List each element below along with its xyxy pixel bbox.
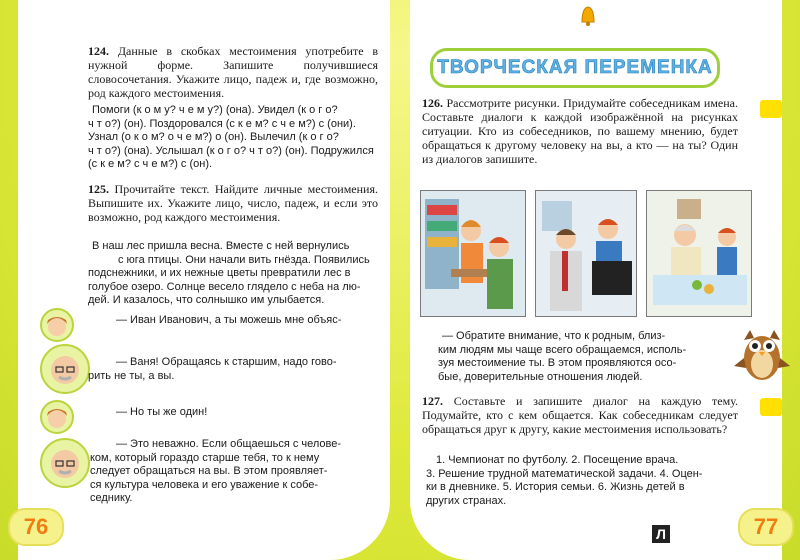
passage-line: дей. И казалось, что солнышко им улыбается.	[88, 294, 325, 307]
teacher-face-icon-2	[42, 440, 88, 486]
dialogue-2	[88, 356, 386, 383]
dialogue-line: — Это неважно. Если общаешься с челове-	[116, 438, 342, 450]
dialogue-line: рить не ты, а вы.	[88, 369, 175, 382]
topics-line: 3. Решение трудной математической задачи. 4. Оцен-	[426, 467, 703, 480]
illustration-1	[420, 190, 526, 317]
exercise-line: (с к е м? с ч е м?) с (он).	[88, 158, 213, 171]
task-126-text: Рассмотрите рисунки. Придумайте собеседникам имена. Составьте диалоги к каждой изображённой на рисунках ситуации. Кто из собеседников, по вашему мнению, будет обращаться к другому человеку на вы, а кто — на ты? Один из диалогов запишите.	[422, 96, 738, 166]
dialogue-line: ком, который гораздо старше тебя, то к нему	[90, 451, 320, 464]
dialogue-line: — Но ты же один!	[116, 406, 208, 418]
boy-face-icon-2	[42, 402, 72, 432]
dialogue-line: следует обращаться на вы. В этом проявляет-	[90, 465, 328, 478]
task-127-number: 127.	[422, 394, 443, 408]
note-line: — Обратите внимание, что к родным, близ-	[442, 330, 666, 342]
illustration-2	[535, 190, 637, 317]
exercise-line: Узнал (о к о м? о ч е м?) о (он). Вылечил (к о г о?	[88, 131, 339, 144]
task-124-number: 124.	[88, 44, 109, 58]
dialogue-3	[116, 406, 386, 420]
teacher-face-icon	[42, 346, 88, 392]
task-127-text: Составьте и запишите диалог на каждую тему. Подумайте, кто с кем общается. Как собеседникам следует обращаться друг к другу, какие местоимения использовать?	[422, 394, 739, 436]
illustration-3	[646, 190, 752, 317]
task-124-text: Данные в скобках местоимения употребите в нужной форме. Запишите получившиеся словосочетания. Укажите лицо, падеж и, где возможно, род каждого местоимения.	[88, 44, 378, 100]
dialogue-line: ся культура человека и его уважение к собе-	[90, 478, 319, 491]
bell-icon	[562, 0, 614, 30]
task-125-passage	[88, 240, 388, 308]
boy-face-icon	[42, 310, 72, 340]
task-126	[422, 96, 738, 166]
topics-line: 1. Чемпионат по футболу. 2. Посещение врача.	[436, 454, 679, 466]
teacher-avatar-2	[40, 438, 90, 488]
passage-line: голубое озеро. Солнце весело глядело с неба на лю-	[88, 280, 361, 293]
task-126-number: 126.	[422, 96, 443, 110]
task-127	[422, 394, 738, 436]
side-badge-icon	[760, 100, 782, 118]
passage-line: с юга птицы. Они начали вить гнёзда. Появились	[118, 253, 370, 266]
exercise-line: ч т о?) (он). Поздоровался (с к е м? с ч е м?) с (они).	[88, 117, 356, 130]
topics-list	[426, 454, 726, 508]
owl-mascot	[734, 318, 790, 393]
side-badge-icon-2	[760, 398, 782, 416]
task-125-text: Прочитайте текст. Найдите личные местоимения. Выпишите их. Укажите лицо, число, падеж, и если это возможно, род каждого местоимения.	[88, 182, 379, 224]
dialogue-line: — Ваня! Обращаясь к старшим, надо гово-	[116, 356, 337, 368]
exercise-line: ч т о?) (она). Услышал (к о г о? ч т о?) (он). Подружился	[88, 144, 374, 157]
creative-break-banner	[430, 48, 720, 88]
task-125-number: 125.	[88, 182, 109, 196]
dialogue-line: — Иван Иванович, а ты можешь мне объяс-	[116, 314, 342, 326]
task-124	[88, 44, 378, 100]
dialogue-1	[116, 314, 386, 328]
dialogue-line: седнику.	[90, 492, 133, 505]
page-number-left: 76	[8, 508, 64, 546]
dialogue-4	[90, 438, 390, 506]
library-scene-icon	[421, 191, 525, 316]
boy-avatar-2	[40, 400, 74, 434]
topics-line: ки в дневнике. 5. История семьи. 6. Жизнь детей в	[426, 481, 685, 494]
note-text	[438, 330, 738, 384]
passage-line: В наш лес пришла весна. Вместе с ней вернулись	[92, 240, 350, 252]
task-124-exercise	[88, 104, 388, 172]
note-line: бые, доверительные отношения людей.	[438, 370, 643, 383]
note-line: зуя местоимение ты. В этом проявляются осо-	[438, 357, 677, 370]
page-number-right: 77	[738, 508, 794, 546]
bookmark-tab	[562, 0, 614, 30]
banner-title: ТВОРЧЕСКАЯ ПЕРЕМЕНКА	[437, 57, 713, 78]
teacher-avatar	[40, 344, 90, 394]
task-125	[88, 182, 378, 224]
note-line: ким людям мы чаще всего обращаемся, исполь-	[438, 343, 687, 356]
passage-line: подснежники, и их нежные цветы превратили лес в	[88, 267, 351, 280]
topics-line: других странах.	[426, 494, 507, 507]
owl-icon	[734, 318, 790, 388]
exercise-line: Помоги (к о м у? ч е м у?) (она). Увидел (к о г о?	[92, 104, 338, 116]
publisher-logo: Л	[652, 525, 670, 543]
boy-avatar	[40, 308, 74, 342]
computer-scene-icon	[536, 191, 636, 316]
family-scene-icon	[647, 191, 751, 316]
